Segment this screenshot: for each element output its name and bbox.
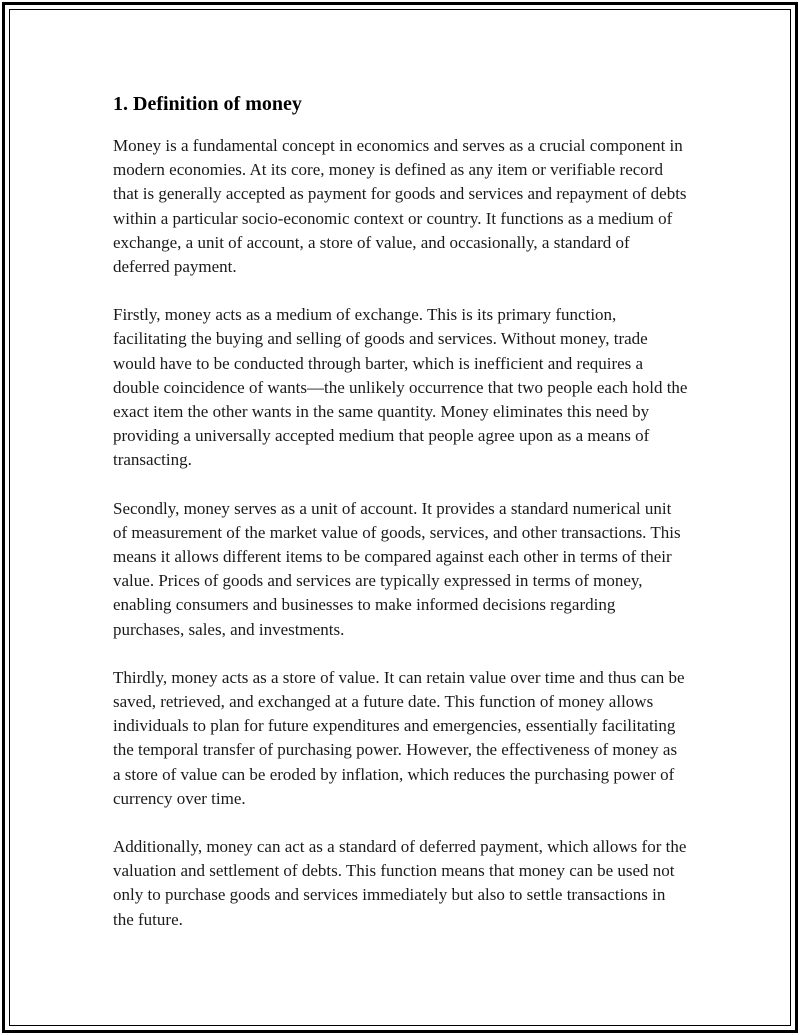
paragraph-medium-of-exchange: Firstly, money acts as a medium of exchange. This is its primary function, facilitating the buying and selling of goods and services. Without money, trade would have to be conducted through barter, which is inefficient and requires a double coincidence of wants—the unlikely occurrence that two people each hold the exact item the other wants in the same quantity. Money eliminates this need by providing a universally accepted medium that people agree upon as a means of transacting. (113, 305, 688, 470)
paragraph-store-of-value: Thirdly, money acts as a store of value. It can retain value over time and thus can be saved, retrieved, and exchanged at a future date. This function of money allows individuals to plan for future expenditures and emergencies, essentially facilitating the temporal transfer of purchasing power. However, the effectiveness of money as a store of value can be eroded by inflation, which reduces the purchasing power of currency over time. (113, 667, 685, 808)
paragraph-definition: Money is a fundamental concept in economics and serves as a crucial component in modern economies. At its core, money is defined as any item or verifiable record that is generally accepted as payment for goods and services and repayment of debts within a particular socio-economic context or country. It functions as a medium of exchange, a unit of account, a store of value, and occasionally, a standard of deferred payment. (113, 136, 687, 277)
paragraph-deferred-payment: Additionally, money can act as a standard of deferred payment, which allows for the valuation and settlement of debts. This function means that money can be used not only to purchase goods and services immediately but also to settle transactions in the future. (113, 837, 687, 929)
paragraph-unit-of-account: Secondly, money serves as a unit of account. It provides a standard numerical unit of measurement of the market value of goods, services, and other transactions. This means it allows different items to be compared against each other in terms of their value. Prices of goods and services are typically expressed in terms of money, enabling consumers and businesses to make informed decisions regarding purchases, sales, and investments. (113, 498, 681, 639)
document-body (113, 89, 688, 956)
section-heading: 1. Definition of money (113, 93, 302, 115)
